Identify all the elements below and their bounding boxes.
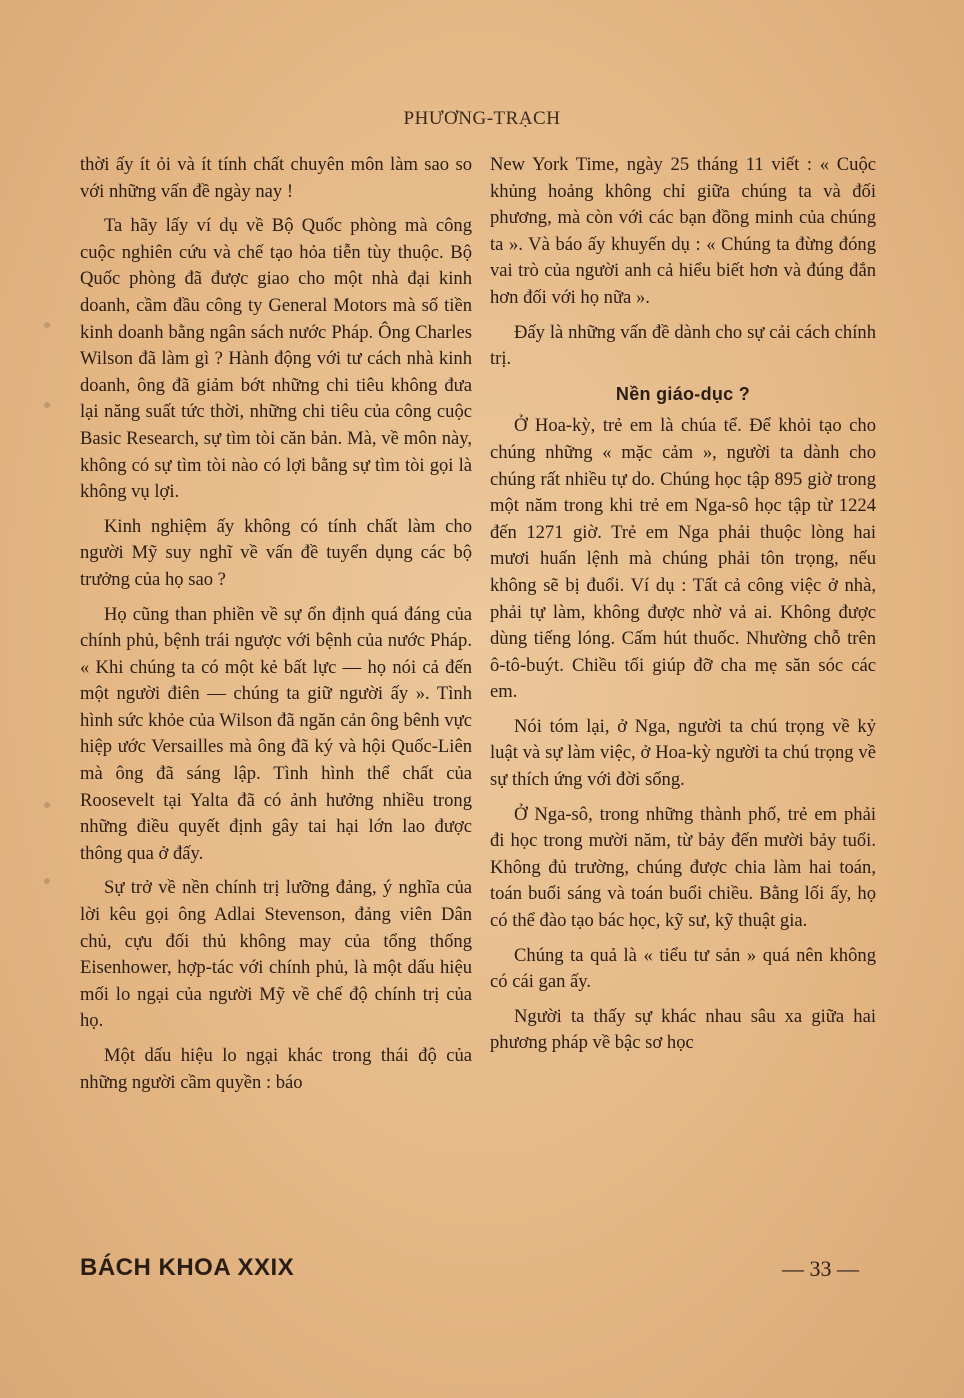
paragraph: New York Time, ngày 25 tháng 11 viết : « Cuộc khủng hoảng không chỉ giữa chúng ta và đối phương, mà còn với các bạn đồng minh của chúng ta ». Và báo ấy khuyến dụ : « Chúng ta đừng đóng vai trò của người anh cả hiểu biết hơn và đúng đắn hơn đối với họ nữa ».: [490, 154, 876, 308]
running-title: PHƯƠNG-TRẠCH: [403, 108, 561, 129]
magazine-footer: BÁCH KHOA XXIX: [80, 1254, 295, 1281]
binding-hole-mark: [44, 802, 50, 808]
paragraph: Người ta thấy sự khác nhau sâu xa giữa hai phương pháp về bậc sơ học: [490, 1005, 876, 1054]
right-column: [490, 152, 876, 1065]
paragraph: Ở Hoa-kỳ, trẻ em là chúa tể. Để khỏi tạo cho chúng những « mặc cảm », người ta dành cho chúng rất nhiều tự do. Chúng học tập 895 giờ trong một năm trong khi trẻ em Nga-sô học tập từ 1224 đến 1271 giờ. Trẻ em Nga phải thuộc lòng hai mươi huấn lệnh mà chúng phải tôn trọng, nếu không sẽ bị đuổi. Ví dụ : Tất cả công việc ở nhà, phải tự làm, không được nhờ vả ai. Không được dùng tiếng lóng. Cấm hút thuốc. Nhường chỗ trên ô-tô-buýt. Chiều tối giúp đỡ cha mẹ săn sóc các em.: [490, 415, 876, 703]
left-column: [80, 152, 472, 1104]
paragraph: Ở Nga-sô, trong những thành phố, trẻ em phải đi học trong mười năm, từ bảy đến mười bảy tuổi. Không đủ trường, chúng được chia làm hai toán, toán buổi sáng và toán buổi chiều. Bằng lối ấy, họ có thể đào tạo bác học, kỹ sư, kỹ thuật gia.: [490, 803, 876, 932]
binding-hole-mark: [44, 322, 50, 328]
paragraph: Sự trở về nền chính trị lưỡng đảng, ý nghĩa của lời kêu gọi ông Adlai Stevenson, đảng viên Dân chủ, cựu đối thủ không may của tổng thống Eisenhower, hợp-tác với chính phủ, là một dấu hiệu mối lo ngại của người Mỹ về chế độ chính trị của họ.: [80, 877, 472, 1032]
paragraph: Nói tóm lại, ở Nga, người ta chú trọng về kỷ luật và sự làm việc, ở Hoa-kỳ người ta chú trọng về sự thích ứng với đời sống.: [490, 715, 876, 791]
paragraph: Một dấu hiệu lo ngại khác trong thái độ của những người cầm quyền : báo: [80, 1045, 472, 1093]
paragraph: Đấy là những vấn đề dành cho sự cải cách chính trị.: [490, 321, 876, 370]
paragraph: Ta hãy lấy ví dụ về Bộ Quốc phòng mà công cuộc nghiên cứu và chế tạo hỏa tiễn tùy thuộc. Bộ Quốc phòng đã được giao cho một nhà đại kinh doanh, cầm đầu công ty General Motors mà số tiền kinh doanh bằng ngân sách nước Pháp. Ông Charles Wilson đã làm gì ? Hành động với tư cách nhà kinh doanh, ông đã giảm bớt những chi tiêu không đưa lại năng suất tức thời, những chi tiêu của công cuộc Basic Research, sự tìm tòi căn bản. Mà, về môn này, không có sự tìm tòi nào có lợi bằng sự tìm tòi gọi là không vụ lợi.: [80, 215, 472, 503]
page-number: — 33 —: [782, 1256, 859, 1281]
paragraph: Chúng ta quả là « tiểu tư sản » quá nên không có cái gan ấy.: [490, 944, 876, 993]
paragraph: Kinh nghiệm ấy không có tính chất làm cho người Mỹ suy nghĩ về vấn đề tuyển dụng các bộ trưởng của họ sao ?: [80, 515, 472, 590]
section-heading: Nền giáo-dục ?: [615, 383, 751, 404]
binding-hole-mark: [44, 402, 50, 408]
binding-hole-mark: [44, 878, 50, 884]
paragraph: thời ấy ít ỏi và ít tính chất chuyên môn làm sao so với những vấn đề ngày nay !: [80, 154, 472, 202]
paragraph: Họ cũng than phiền về sự ổn định quá đáng của chính phủ, bệnh trái ngược với bệnh của nước Pháp. « Khi chúng ta có một kẻ bất lực — họ nói cả đến một người điên — chúng ta giữ người ấy ». Tình hình sức khỏe của Wilson đã ngăn cản ông bênh vực hiệp ước Versailles mà ông đã ký và hội Quốc-Liên mà ông đã sáng lập. Tình hình thể chất của Roosevelt tại Yalta đã có ảnh hưởng nhiều trong những điều quyết định gây tai hại lớn lao được thông qua ở đấy.: [80, 603, 472, 864]
